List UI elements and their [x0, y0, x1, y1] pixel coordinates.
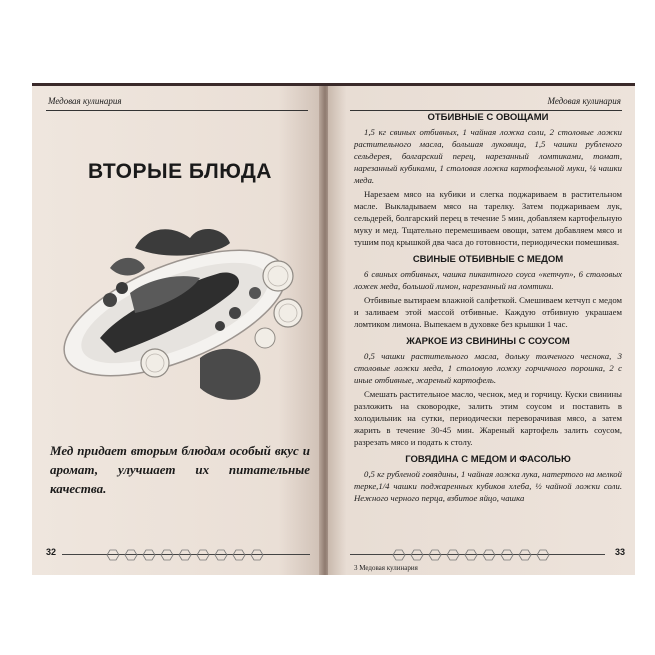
- header-rule-left: [46, 110, 308, 111]
- running-header-right: Медовая кулинария: [547, 96, 621, 106]
- right-page: [328, 86, 635, 575]
- running-header-left: Медовая кулинария: [48, 96, 122, 106]
- recipe-title: ЖАРКОЕ ИЗ СВИНИНЫ С СОУСОМ: [406, 336, 570, 347]
- footer-note: 3 Медовая кулинария: [354, 564, 418, 572]
- honeycomb-ornament-right: [388, 548, 558, 562]
- recipe-ingredients: 1,5 кг свиных отбивных, 1 чайная ложка соли, 2 столовые ложки растительного масла, большая луковица, 1,5 чашки рубленого сельдерея, болгарский перец, нарезанный ломтиками, томат, нарезанный кубиками, 1 столовая ложка картофельной муки, ¼ чашки меда.: [354, 127, 622, 185]
- recipe-ingredients: 0,5 чашки растительного масла, дольку толченого чеснока, 3 столовые ложки меда, 1 столовую ложку горчичного порошка, 2 с иные отбивные, жареный картофель.: [354, 351, 622, 385]
- recipe-method: Смешать растительное масло, чеснок, мед и горчицу. Куски свинины разложить на сковородке, залить этим соусом и поставить в холодильник на сутки, периодически переворачивая мясо, а затем жарить в течение 30-45 мин. Жареный картофель залить соусом, разрезать мясо и подать к столу.: [354, 389, 622, 447]
- honeycomb-ornament-left: [102, 548, 272, 562]
- dish-illustration: [50, 218, 305, 408]
- page-number-right: 33: [614, 547, 625, 557]
- header-rule-right: [350, 110, 622, 111]
- recipe-method: Отбивные вытираем влажной салфеткой. Смешиваем кетчуп с медом и заливаем этой массой отбивные. Каждую отбивную украшаем ломтиком лимона. Выпекаем в духовке без крышки 1 час.: [354, 295, 622, 329]
- left-page: [32, 86, 322, 575]
- recipe-method: Нарезаем мясо на кубики и слегка поджариваем в растительном масле. Выкладываем мясо на тарелку. Затем поджариваем лук, сельдерей, болгарский перец в течение 5 мин, добавляем картофельную муку и мед. Тщательно перемешиваем овощи, затем добавляем мясо и тушим под крышкой два часа до готовности, периодически помешивая.: [354, 189, 622, 247]
- recipe-title: СВИНЫЕ ОТБИВНЫЕ С МЕДОМ: [412, 254, 564, 265]
- chapter-title: ВТОРЫЕ БЛЮДА: [88, 160, 272, 183]
- recipe-ingredients: 6 свиных отбивных, чашка пикантного соуса «кетчуп», 6 столовых ложек меда, большой лимон, нарезанный на ломтики.: [354, 269, 622, 291]
- recipe-title: ГОВЯДИНА С МЕДОМ И ФАСОЛЬЮ: [405, 454, 571, 465]
- recipes-content: [354, 112, 622, 506]
- book-spread: [32, 83, 635, 575]
- chapter-caption: Мед придает вторым блюдам особый вкус и аромат, улучшает их питательные качества.: [50, 443, 310, 496]
- recipe-ingredients: 0,5 кг рубленой говядины, 1 чайная ложка лука, натертого на мелкой терке,1/4 чашки поджаренных кубиков хлеба, ½ чайной ложки соли. Нежного черного перца, взбитое яйцо, чашка: [354, 469, 622, 503]
- page-number-left: 32: [46, 547, 57, 557]
- recipe-title: ОТБИВНЫЕ С ОВОЩАМИ: [427, 112, 549, 123]
